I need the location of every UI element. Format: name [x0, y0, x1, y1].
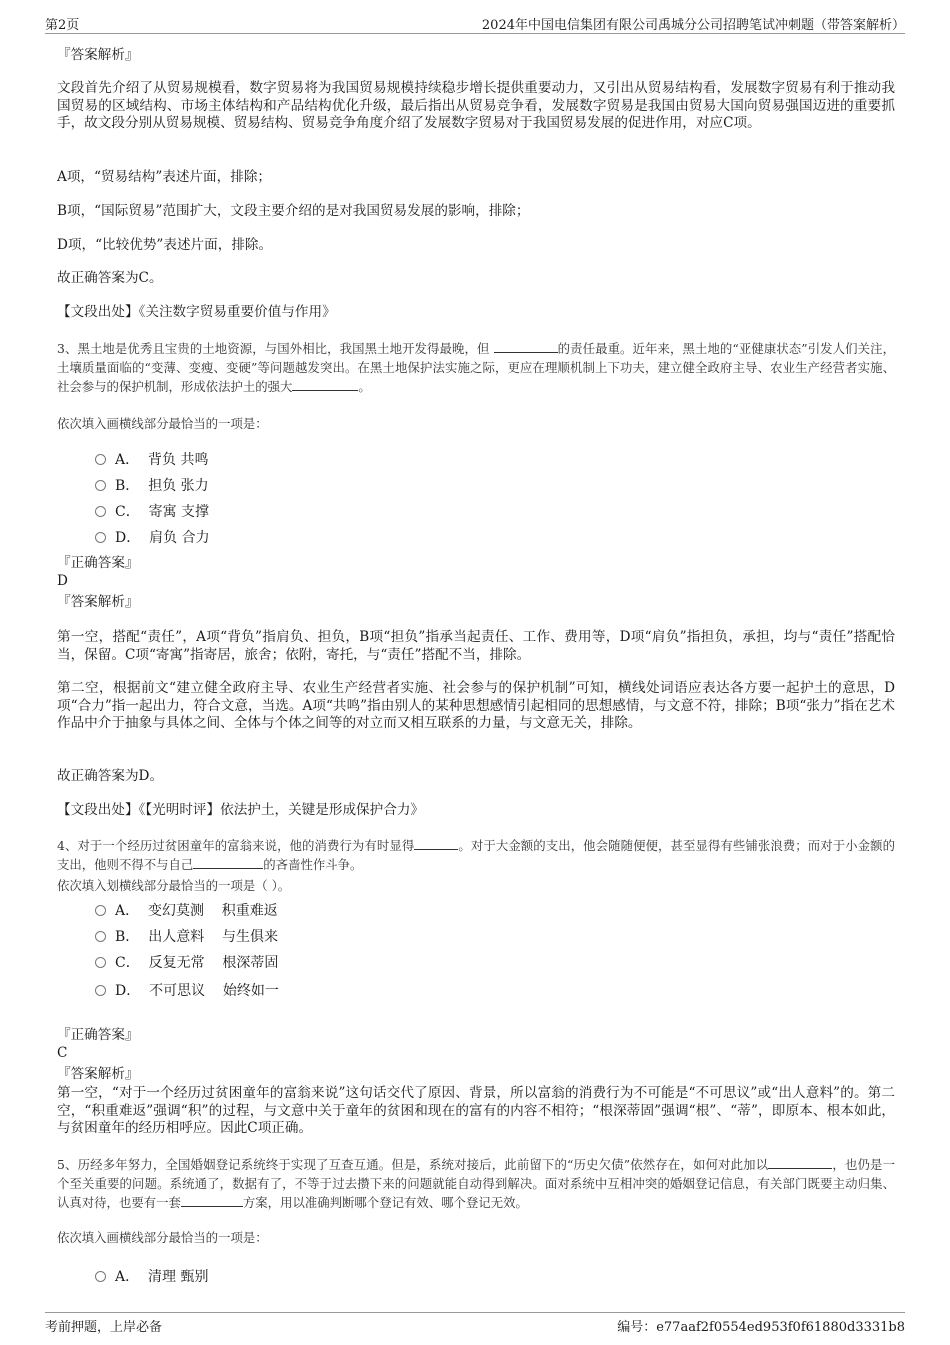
radio-icon[interactable]	[95, 985, 106, 996]
blank-line	[768, 1156, 832, 1169]
radio-icon[interactable]	[95, 480, 106, 491]
q2-line-a: A项，“贸易结构”表述片面，排除；	[57, 169, 272, 185]
radio-icon[interactable]	[95, 506, 106, 517]
q3-source: 【文段出处】《【光明时评】依法护土，关键是形成保护合力》	[57, 802, 425, 818]
q4-stem-part3: 的吝啬性作斗争。	[263, 857, 363, 872]
q2-analysis-label: 『答案解析』	[57, 47, 139, 63]
q2-line-b: B项，“国际贸易”范围扩大，文段主要介绍的是对我国贸易发展的影响，排除；	[57, 203, 530, 219]
q5-instruction: 依次填入画横线部分最恰当的一项是：	[57, 1230, 268, 1245]
q3-answer-label: 『正确答案』	[57, 555, 139, 571]
q3-stem-part2: 的责任最重。近年来，黑土地的“亚健康状态”引发人们关注，土壤质量面临的“变薄、变瘦、变硬”等问题越发突出。在黑土地保护法实施之际，更应在理顺机制上下功夫，建立健全政府主导、农业生产经营者实施、社会参与的保护机制，形成依法护土的强大	[57, 341, 896, 394]
footer-slogan: 考前押题，上岸必备	[45, 1320, 163, 1335]
radio-icon[interactable]	[95, 957, 106, 968]
blank-line	[292, 378, 358, 391]
q5-stem-part1: 5、历经多年努力，全国婚姻登记系统终于实现了互查互通。但是，系统对接后，此前留下的“历史欠债”依然存在，如何对此加以	[57, 1157, 769, 1172]
q5-stem-part2: ，也仍是一个至关重要的问题。系统通了，数据有了，不等于过去攒下来的问题就能自动得到解决。面对系统中互相冲突的婚姻登记信息，有关部门既要主动归集、认真对待，也要有一套	[57, 1157, 895, 1210]
q4-answer: C	[57, 1045, 68, 1061]
q3-analysis-2: 第二空，根据前文“建立健全政府主导、农业生产经营者实施、社会参与的保护机制”可知，横线处词语应表达各方要一起护土的意思，D项“合力”指一起出力，符合文意，当选。A项“共鸣”指由别人的某种思想感情引起相同的思想感情，与文意不符，排除；B项“张力”指在艺术作品中介于抽象与具体之间、全体与个体之间等的对立而又相互联系的力量，与文意无关，排除。	[57, 680, 895, 732]
q3-stem-part3: 。	[358, 379, 371, 394]
q3-analysis-1: 第一空，搭配“责任”，A项“背负”指肩负、担负，B项“担负”指承当起责任、工作、费用等，D项“肩负”指担负，承担，均与“责任”搭配恰当，保留。C项“寄寓”指寄居，旅舍；依附，寄托，与“责任”搭配不当，排除。	[57, 629, 895, 663]
radio-icon[interactable]	[95, 532, 106, 543]
q3-stem	[57, 339, 895, 396]
q5-stem-part3: 方案，用以准确判断哪个登记有效、哪个登记无效。	[242, 1195, 528, 1210]
q3-conclusion: 故正确答案为D。	[57, 768, 164, 784]
q4-instruction: 依次填入划横线部分最恰当的一项是（ ）。	[57, 878, 291, 893]
q3-answer: D	[57, 573, 68, 589]
radio-icon[interactable]	[95, 1271, 106, 1282]
blank-line	[193, 856, 263, 869]
page-footer	[45, 1312, 905, 1337]
q2-source: 【文段出处】《关注数字贸易重要价值与作用》	[57, 304, 336, 320]
q4-answer-label: 『正确答案』	[57, 1027, 139, 1043]
q4-stem	[57, 836, 895, 874]
q4-stem-part1: 4、对于一个经历过贫困童年的富翁来说，他的消费行为有时显得	[57, 838, 415, 853]
blank-line	[414, 837, 458, 850]
q3-instruction: 依次填入画横线部分最恰当的一项是：	[57, 416, 268, 431]
q4-analysis: 第一空，“对于一个经历过贫困童年的富翁来说”这句话交代了原因、背景，所以富翁的消费行为不可能是“不可思议”或“出人意料”的。第二空，“积重难返”强调“积”的过程，与文意中关于童年的贫困和现在的富有的内容不相符；“根深蒂固”强调“根”、“蒂”，即原本、根本如此，与贫困童年的经历相呼应。因此C项正确。	[57, 1085, 895, 1137]
radio-icon[interactable]	[95, 931, 106, 942]
q2-line-d: D项，“比较优势”表述片面，排除。	[57, 237, 273, 253]
q2-analysis-text: 文段首先介绍了从贸易规模看，数字贸易将为我国贸易规模持续稳步增长提供重要动力，又引出从贸易结构看，发展数字贸易有利于推动我国贸易的区域结构、市场主体结构和产品结构优化升级，最后指出从贸易竞争看，发展数字贸易是我国由贸易大国向贸易强国迈进的重要抓手，故文段分别从贸易规模、贸易结构、贸易竞争角度介绍了发展数字贸易对于我国贸易发展的促进作用，对应C项。	[57, 80, 895, 132]
radio-icon[interactable]	[95, 454, 106, 465]
blank-line	[181, 1194, 243, 1207]
page-header	[45, 13, 905, 34]
page-number: 第2页	[45, 18, 80, 33]
q2-conclusion: 故正确答案为C。	[57, 270, 163, 286]
document-id: 编号：e77aaf2f0554ed953f0f61880d3331b8	[617, 1320, 905, 1335]
radio-icon[interactable]	[95, 905, 106, 916]
document-title: 2024年中国电信集团有限公司禹城分公司招聘笔试冲刺题（带答案解析）	[481, 18, 905, 33]
q4-stem-part2: 。对于大金额的支出，他会随随便便，甚至显得有些铺张浪费；而对于小金额的支出，他则不得不与自己	[57, 838, 896, 872]
q3-stem-part1: 3、黑土地是优秀且宝贵的土地资源，与国外相比，我国黑土地开发得最晚，但	[57, 341, 490, 356]
q5-stem	[57, 1155, 895, 1212]
blank-line	[494, 340, 558, 353]
q4-analysis-label: 『答案解析』	[57, 1066, 139, 1082]
q3-analysis-label: 『答案解析』	[57, 594, 139, 610]
